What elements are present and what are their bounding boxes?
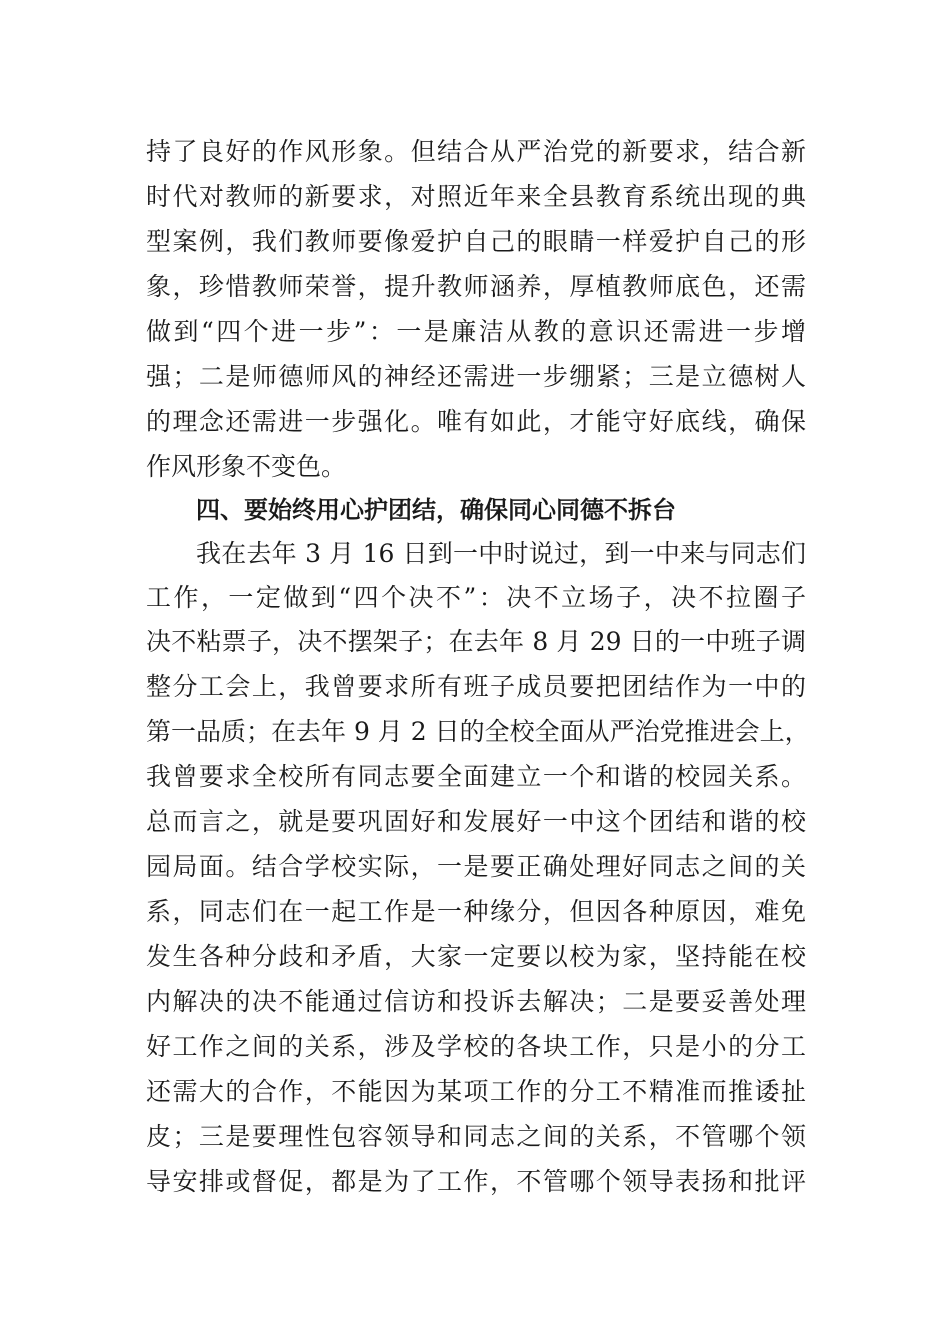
text-line: 整分工会上，我曾要求所有班子成员要把团结作为一中的	[146, 672, 806, 701]
text-line: 园局面。结合学校实际，一是要正确处理好同志之间的关	[146, 852, 806, 881]
text-line: 工作，一定做到“四个决不”：决不立场子，决不拉圈子	[146, 583, 806, 612]
text-line: 象，珍惜教师荣誉，提升教师涵养，厚植教师底色，还需	[146, 272, 806, 301]
text-line: 我曾要求全校所有同志要全面建立一个和谐的校园关系。	[146, 762, 806, 791]
text-line: 持了良好的作风形象。但结合从严治党的新要求，结合新	[146, 137, 806, 166]
text-line: 决不粘票子，决不摆架子；在去年 8 月 29 日的一中班子调	[146, 627, 806, 656]
text-line: 时代对教师的新要求，对照近年来全县教育系统出现的典	[146, 182, 806, 211]
text-line: 导安排或督促，都是为了工作，不管哪个领导表扬和批评	[146, 1167, 806, 1196]
text-line: 内解决的决不能通过信访和投诉去解决；二是要妥善处理	[146, 987, 806, 1016]
text-line: 我在去年 3 月 16 日到一中时说过，到一中来与同志们	[196, 539, 806, 568]
text-line: 发生各种分歧和矛盾，大家一定要以校为家，坚持能在校	[146, 942, 806, 971]
text-line: 总而言之，就是要巩固好和发展好一中这个团结和谐的校	[146, 807, 806, 836]
text-line: 还需大的合作，不能因为某项工作的分工不精准而推诿扯	[146, 1077, 806, 1106]
text-line: 系，同志们在一起工作是一种缘分，但因各种原因，难免	[146, 897, 806, 926]
text-line: 型案例，我们教师要像爱护自己的眼睛一样爱护自己的形	[146, 227, 806, 256]
text-line: 作风形象不变色。	[146, 452, 347, 481]
section-heading: 四、要始终用心护团结，确保同心同德不拆台	[196, 496, 676, 524]
text-line: 的理念还需进一步强化。唯有如此，才能守好底线，确保	[146, 407, 806, 436]
text-line: 好工作之间的关系，涉及学校的各块工作，只是小的分工	[146, 1032, 806, 1061]
text-line: 皮；三是要理性包容领导和同志之间的关系，不管哪个领	[146, 1122, 806, 1151]
text-line: 强；二是师德师风的神经还需进一步绷紧；三是立德树人	[146, 362, 806, 391]
text-line: 做到“四个进一步”：一是廉洁从教的意识还需进一步增	[146, 317, 806, 346]
text-line: 第一品质；在去年 9 月 2 日的全校全面从严治党推进会上，	[146, 717, 810, 746]
